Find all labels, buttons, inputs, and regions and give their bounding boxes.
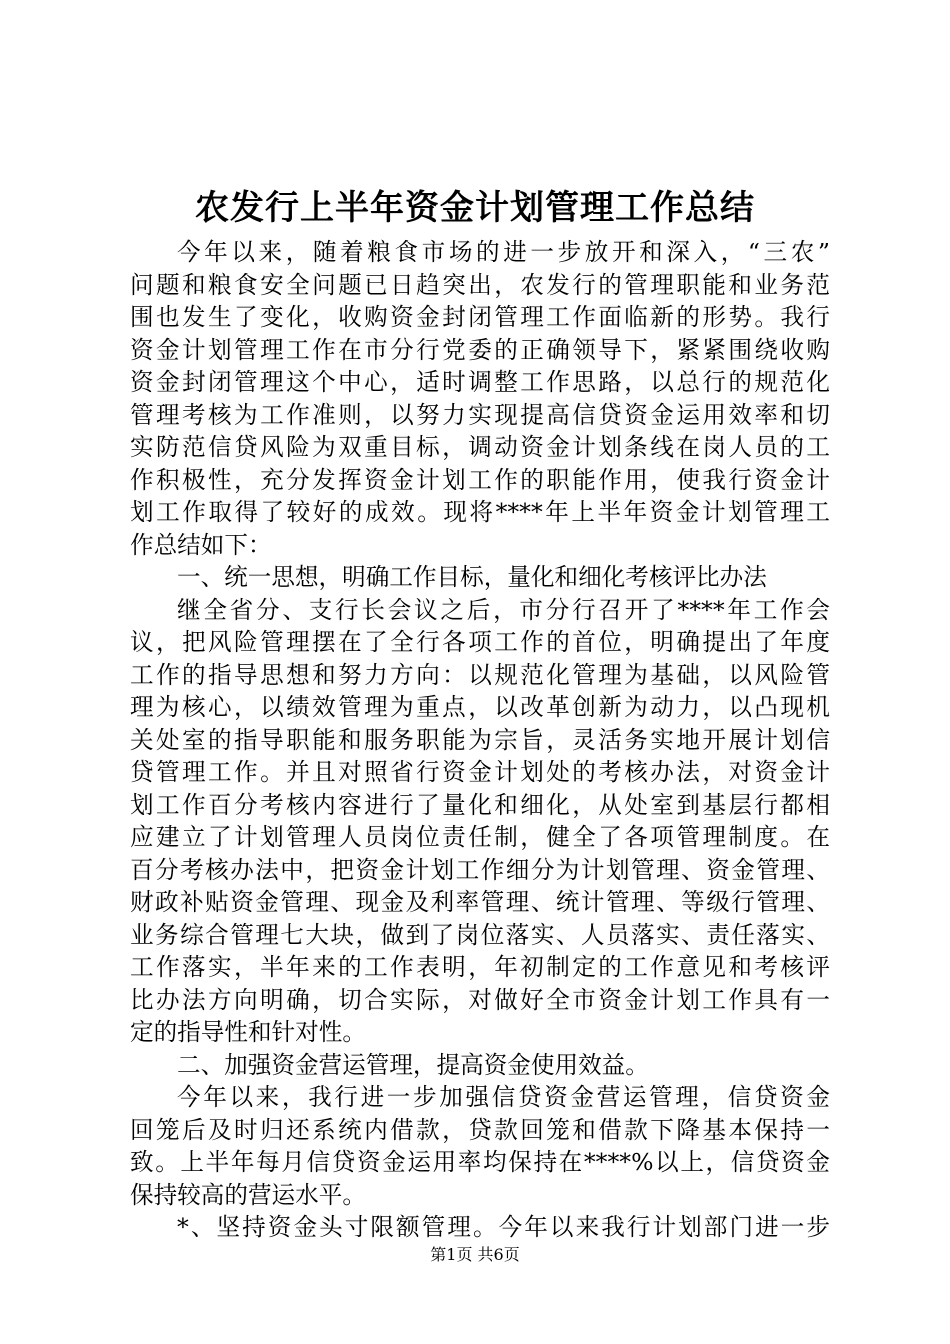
body-line: 回笼后及时归还系统内借款，贷款回笼和借款下降基本保持一 [130,1115,830,1144]
body-line: 定的指导性和针对性。 [130,1018,366,1046]
body-line: 贷管理工作。并且对照省行资金计划处的考核办法，对资金计 [130,758,830,786]
body-line: 百分考核办法中，把资金计划工作细分为计划管理、资金管理、 [130,855,830,884]
body-line: 理为核心，以绩效管理为重点，以改革创新为动力，以凸现机 [130,693,830,721]
body-line: 致。上半年每月信贷资金运用率均保持在****%以上，信贷资金 [130,1148,830,1176]
page-footer: 第1页 共6页 [430,1245,520,1264]
body-line: 今年以来，随着粮食市场的进一步放开和深入，“三农” [177,238,830,266]
document-title: 农发行上半年资金计划管理工作总结 [195,188,755,228]
body-line: 比办法方向明确，切合实际，对做好全市资金计划工作具有一 [130,985,830,1014]
body-line: 保持较高的营运水平。 [130,1180,366,1209]
body-line: 问题和粮食安全问题已日趋突出，农发行的管理职能和业务范 [130,270,830,299]
body-line: 作积极性，充分发挥资金计划工作的职能作用，使我行资金计 [130,465,830,494]
body-line: 财政补贴资金管理、现金及利率管理、统计管理、等级行管理、 [130,888,830,916]
body-line: 工作落实，半年来的工作表明，年初制定的工作意见和考核评 [130,953,830,981]
body-line: 划工作百分考核内容进行了量化和细化，从处室到基层行都相 [130,790,830,819]
body-line: 划工作取得了较好的成效。现将****年上半年资金计划管理工 [130,498,830,526]
section-heading: 二、加强资金营运管理，提高资金使用效益。 [177,1050,649,1079]
body-line: 围也发生了变化，收购资金封闭管理工作面临新的形势。我行 [130,303,830,331]
body-line: 今年以来，我行进一步加强信贷资金营运管理，信贷资金 [177,1083,830,1111]
document-body [130,236,830,1244]
body-line: 业务综合管理七大块，做到了岗位落实、人员落实、责任落实、 [130,920,830,949]
body-line: 管理考核为工作准则，以努力实现提高信贷资金运用效率和切 [130,400,830,429]
body-line: 作总结如下： [130,530,272,559]
section-heading: 一、统一思想，明确工作目标，量化和细化考核评比办法 [177,563,767,591]
body-line: 资金封闭管理这个中心，适时调整工作思路，以总行的规范化 [130,368,830,396]
body-line: 关处室的指导职能和服务职能为宗旨，灵活务实地开展计划信 [130,725,830,754]
body-line: 资金计划管理工作在市分行党委的正确领导下，紧紧围绕收购 [130,335,830,364]
body-line: 继全省分、支行长会议之后，市分行召开了****年工作会 [177,595,830,624]
body-line: 应建立了计划管理人员岗位责任制，健全了各项管理制度。在 [130,823,830,851]
body-line: 工作的指导思想和努力方向：以规范化管理为基础，以风险管 [130,660,830,689]
body-line: 议，把风险管理摆在了全行各项工作的首位，明确提出了年度 [130,628,830,656]
body-line: 实防范信贷风险为双重目标，调动资金计划条线在岗人员的工 [130,433,830,461]
body-line: *、坚持资金头寸限额管理。今年以来我行计划部门进一步 [177,1213,830,1241]
